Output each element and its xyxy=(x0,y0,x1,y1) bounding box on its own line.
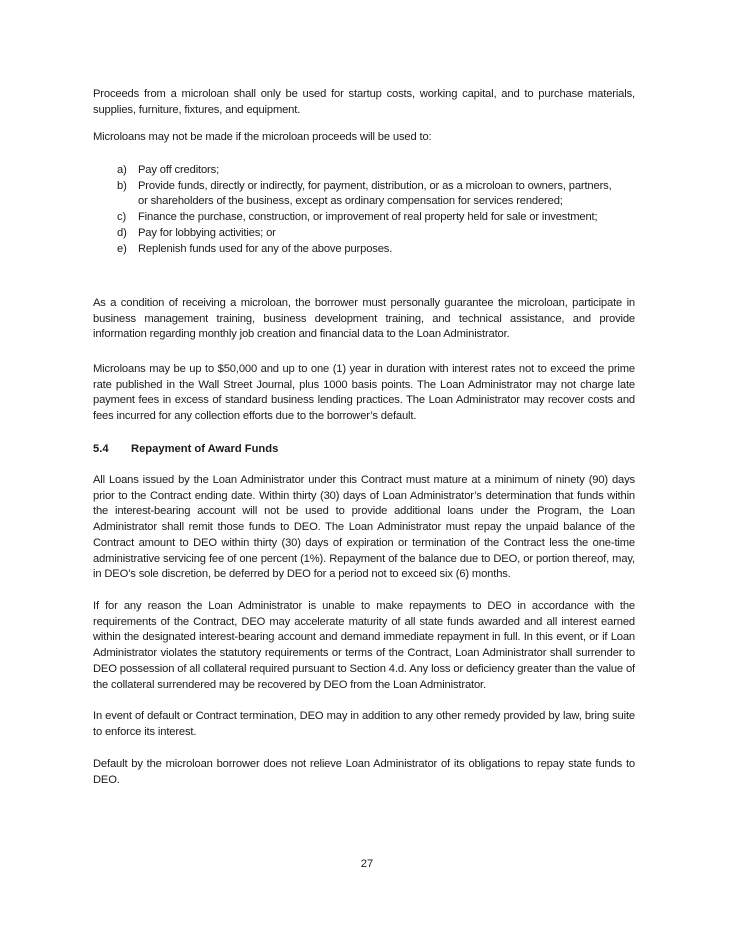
list-text: Pay for lobbying activities; or xyxy=(138,226,276,239)
paragraph-restrictions-intro: Microloans may not be made if the microloan proceeds will be used to: xyxy=(93,131,432,143)
list-item xyxy=(117,163,617,179)
list-letter: a) xyxy=(117,164,127,176)
list-letter: e) xyxy=(117,242,127,255)
page-number: 27 xyxy=(360,858,374,870)
section-title: Repayment of Award Funds xyxy=(131,443,279,455)
list-text: Pay off creditors; xyxy=(138,164,220,176)
restrictions-list xyxy=(117,163,617,257)
list-letter: b) xyxy=(117,179,127,192)
paragraph-borrower-default: Default by the microloan borrower does not relieve Loan Administrator of its obligations to repay state funds to DEO. xyxy=(93,758,635,786)
paragraph-maturity: All Loans issued by the Loan Administrator under this Contract must mature at a minimum of ninety (90) days prior to the Contract ending date. Within thirty (30) days of Loan Administrator’s determination that funds within the interest-bearing account will not be used to provide additional loans under the Program, the Loan Administrator shall remit those funds to DEO. The Loan Administrator must repay the unpaid balance of the Contract amount to DEO within thirty (30) days of expiration or termination of the Contract less the one-time administrative servicing fee of one percent (1%). Repayment of the balance due to DEO, or portion thereof, may, in DEO’s sole discretion, be deferred by DEO for a period not to exceed six (6) months. xyxy=(93,474,635,581)
paragraph-borrower-conditions: As a condition of receiving a microloan, the borrower must personally guarantee the microloan, participate in business management training, business development training, and technical assistance, and provide information regarding monthly job creation and financial data to the Loan Administrator. xyxy=(93,297,635,341)
paragraph-loan-terms: Microloans may be up to $50,000 and up to one (1) year in duration with interest rates not to exceed the prime rate published in the Wall Street Journal, plus 1000 basis points. The Loan Administrator may not charge late payment fees in excess of standard business lending practices. The Loan Administrator may recover costs and fees incurred for any collection efforts due to the borrower’s default. xyxy=(93,363,635,423)
paragraph-default-remedy: In event of default or Contract termination, DEO may in addition to any other remedy provided by law, bring suite to enforce its interest. xyxy=(93,710,635,738)
list-item xyxy=(117,226,617,242)
list-text: Provide funds, directly or indirectly, for payment, distribution, or as a microloan to owners, partners, or shareholders of the business, except as ordinary compensation for services rendered; xyxy=(138,179,612,208)
paragraph-use-of-proceeds: Proceeds from a microloan shall only be used for startup costs, working capital, and to purchase materials, supplies, furniture, fixtures, and equipment. xyxy=(93,88,635,116)
list-text: Finance the purchase, construction, or improvement of real property held for sale or investment; xyxy=(138,211,598,224)
section-heading xyxy=(93,443,278,455)
list-item xyxy=(117,210,617,226)
list-letter: d) xyxy=(117,226,127,239)
list-item xyxy=(117,179,617,210)
section-number: 5.4 xyxy=(93,443,109,455)
list-letter: c) xyxy=(117,211,127,224)
list-text: Replenish funds used for any of the above purposes. xyxy=(138,242,393,255)
list-item xyxy=(117,242,617,258)
paragraph-acceleration: If for any reason the Loan Administrator is unable to make repayments to DEO in accordance with the requirements of the Contract, DEO may accelerate maturity of all state funds awarded and all interest earned within the designated interest-bearing account and demand immediate repayment in full. In this event, or if Loan Administrator violates the statutory requirements or terms of the Contract, Loan Administrator shall surrender to DEO possession of all collateral required pursuant to Section 4.d. Any loss or deficiency greater than the value of the collateral surrendered may be recovered by DEO from the Loan Administrator. xyxy=(93,600,635,691)
